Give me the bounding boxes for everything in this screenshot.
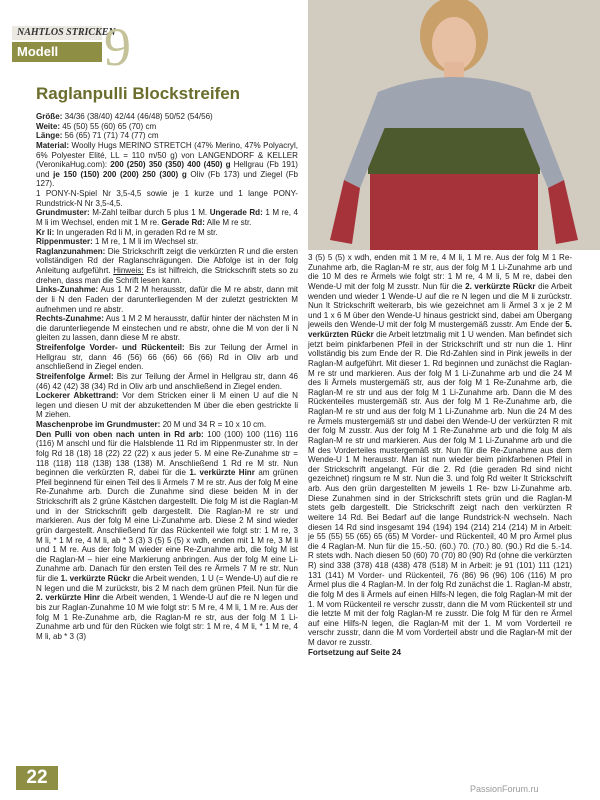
size-paragraph: Größe: 34/36 (38/40) 42/44 (46/48) 50/52 (54/56) — [36, 112, 213, 121]
kr-paragraph: Kr li: In ungeraden Rd li M, in geraden Rd re M str. — [36, 227, 218, 237]
material-paragraph: Material: Woolly Hugs MERINO STRETCH (47% Merino, 47% Polyacryl, 6% Polyester Elité, LL = 110 m/50 g) von LANGENDORF & KELLER (VeronikaHug.com): 200 (250) 350 (350) 400 (450) g Hellgrau (Fb 191) und je 150 (150) 200 (200) 250 (300) g Oliv (Fb 173) und Ziegel (Fb 127). — [36, 140, 298, 189]
page-number: 22 — [16, 766, 58, 790]
continuation-paragraph: 3 (5) 5 (5) x wdh, enden mit 1 M re, 4 M li, 1 M re. Aus der folg M 1 Re-Zunahme arb, die Raglan-M re str, aus der folg M 1 Li-Zunahme arb und die 10 M des re Ärmels wie folgt str: 1 M re, 4 M li, 5 M re, dabei den Wende-U mit der folg M zusstr. Nun für die 2. verkürzte Rückr die Arbeit wenden und wieder 1 Wende-U auf die re N legen und die M li zurückstr. Nun lt Strickschrift weiterarb, bis wie gezeichnet am li Ärmel 3 x je 2 M und 1 x 6 M über den Wende-U hinaus gestrickt sind, dabei am Übergang jeweils den Wende-U mit der folg M mustergemäß zusstr. Am Ende der 5. verkürzten Rückr die Arbeit letztmalig mit 1 U wenden. Man befindet sich jetzt beim pinkfarbenen Pfeil in der Strickschrift und str nun die 1. Hinr vollständig bis zum Ende der R. Die Rd-Zahlen sind in Pink jeweils in der Raglan-M aufgeführt. Mit dieser 1. Rd beginnen und zunächst die Raglan-M re str und markieren. Aus der folg M 1 Li-Zunahme arb und die 24 M des li Ärmels mustergemäß str, aus der folg M 1 Re-Zunahme arb, die Raglan-M re str und aus der folg M 1 Li-Zunahme arb. Dann die M des Rückenteiles mustergemäß str. Aus der folg M 1 Re-Zunahme arb, die Raglan-M re str und aus der folg M 1 Li-Zunahme arb. Nun die 24 M des re Ärmels mustergemäß str und dabei den Wende-U der verkürzten R mit der folg M zusstr. Aus der folg M 1 Re-Zunahme arb und die folg M als Raglan-M re str und markieren. Aus der folg M 1 Li-Zunahme arb und die M des Vorderteiles mustergemäß str. Nun für die Re-Zunahme aus dem Wende-U 1 M herausstr. Man ist nun wieder beim pinkfarbenen Pfeil in der Strickschrift angelangt. Für die 2. Rd (die geraden Rd sind nicht gezeichnet) ringsum re M str. Nun die 3. und folg Rd weiter lt Strickschrift arb. Aus den grün dargestellten M jeweils 1 Re- bzw Li-Zunahme arb. Diese Zunahmen sind in der Strickschrift stets grün und die Raglan-M stets gelb dargestellt. Die Strickschrift zeigt nach den verkürzten R weitere 14 Rd. Bei Bedarf auf die lange Rundstrick-N wechseln. Nach diesen 14 Rd sind insgesamt 194 (194) 194 (214) 214 (214) M in Arbeit: je 55 (55) 55 (65) 65 (65) M Vorder- und Rückenteil, 40 M pro Ärmel plus die 4 Raglan-M. Nun für die 15.-50. (60.) 70. (70.) 80. (90.) Rd die 5.-14. R stets wdh. Nach diesen 50 (60) 70 (70) 80 (90) Rd (ohne die verkürzten R) sind 338 (378) 418 (438) 478 (518) M in Arbeit: je 91 (101) 111 (121) 131 (141) M Vorder- und Rückenteil, 76 (86) 96 (96) 106 (116) M pro Ärmel plus die 4 Raglan-M. In der folg Rd zunächst die 1. Raglan-M abstr, die folg M des li Ärmels auf einen Hilfs-N legen, die folg Raglan-M mit der 1. M vom Rückenteil re verschr zusstr, dann die M vom Rückenteil str und die letzte M mit der folg Raglan-M re zusstr. Die folg M für den re Ärmel auf eine Hilfs-N legen, die Raglan-M mit der 1. M vom Vorderteil re verschr zusstr, dann die M vom Vorderteil abstr und die Raglan-M mit der M davor re zusstr. — [308, 253, 573, 647]
stripe-sleeve-paragraph: Streifenfolge Ärmel: Bis zur Teilung der Ärmel in Hellgrau str, dann 46 (46) 42 (42) 38 (34) Rd in Oliv arb und anschließend in Ziegel enden. — [36, 371, 298, 391]
continued-note: Fortsetzung auf Seite 24 — [308, 647, 402, 657]
basic-pattern-paragraph: Grundmuster: M-Zahl teilbar durch 5 plus 1 M. Ungerade Rd: 1 M re, 4 M li im Wechsel, enden mit 1 M re. Gerade Rd: Alle M re str. — [36, 208, 298, 227]
width-paragraph: Weite: 45 (50) 55 (60) 65 (70) cm — [36, 121, 157, 131]
rib-pattern-paragraph: Rippenmuster: 1 M re, 1 M li im Wechsel str. — [36, 237, 199, 247]
page-title: Raglanpulli Blockstreifen — [36, 84, 241, 103]
header-block — [12, 17, 136, 77]
stripe-body-paragraph: Streifenfolge Vorder- und Rückenteil: Bis zur Teilung der Ärmel in Hellgrau str, dann 46 (56) 66 (66) 66 (66) Rd in Oliv arb und anschließend in Ziegel enden. — [36, 343, 298, 372]
source-watermark: PassionForum.ru — [470, 784, 539, 794]
model-number: 9 — [104, 17, 131, 77]
needles-paragraph: 1 PONY-N-Spiel Nr 3,5-4,5 sowie je 1 kurze und 1 lange PONY-Rundstrick-N Nr 3,5-4,5. — [36, 189, 298, 208]
gauge-paragraph: Maschenprobe im Grundmuster: 20 M und 34 R = 10 x 10 cm. — [36, 420, 267, 429]
raglan-paragraph: Raglanzunahmen: Die Strickschrift zeigt die verkürzten R und die ersten vollständigen Rd der Raglanschrägungen. Die Abfolge ist in der folg Anleitung aufgeführt. Hinweis: Es ist hilfreich, die Strickschrift stets so zu drehen, dass man die Schrift lesen kann. — [36, 246, 299, 285]
sweater-photo-illustration — [308, 0, 600, 250]
length-paragraph: Länge: 56 (65) 71 (71) 74 (77) cm — [36, 131, 159, 141]
pulli-paragraph: Den Pulli von oben nach unten in Rd arb: 100 (100) 100 (116) 116 (116) M anschl und für die Halsblende 11 Rd im Rippenmuster str. In der folg Rd 18 (18) 18 (22) 22 (22) x aus jeder 5. M eine Re-Zunahme str = 118 (118) 118 (138) 138 (138) M. Anschließend 1 Rd re M str. Nun beginnen die verkürzten R, dabei für die 1. verkürzte Hinr am grünen Pfeil beginnend für einen Teil des li Ärmels 7 M re str. Aus der folg M eine Re-Zunahme arb. Durch die Zunahme sind diese beiden M in der Strickschrift als 2 grüne Kästchen dargestellt. Die folg M ist die Raglan-M und in der Strickschrift gelb dargestellt. Die Raglan-M re str und markieren. Aus der folg M eine Li-Zunahme arb. Diese 2 M sind wieder grün dargestellt. Anschließend für das Rückenteil wie folgt str: 1 M re, 3 M li, * 1 M re, 4 M li, ab * 3 (3) 3 (5) 5 (5) x wdh, enden mit 1 M re, 3 M li und 1 M re. Aus der folg M wieder eine Re-Zunahme arb, die folg M ist die Raglan-M – hier eine Markierung anbringen. Aus der folg M eine Li-Zunahme arb. Danach für den ersten Teil des re Ärmels 7 M re str. Nun für die 1. verkürzte Rückr die Arbeit wenden, 1 U (= Wende-U) auf die re N legen und die M zurückstr, bis 2 M nach dem grünen Pfeil. Nun für die 2. verkürzte Hinr die Arbeit wenden, 1 Wende-U auf die re N legen und bis zur Raglan-Zunahme 10 M wie folgt str: 5 M re, 4 M li, 1 M re. Aus der folg M 1 Re-Zunahme arb, die Raglan-M re str, aus der folg M 1 Li-Zunahme arb und für den Rücken wie folgt str: 1 M re, 4 M li, * 1 M re, 4 M li, ab * 3 (3) — [36, 429, 298, 641]
sweater-olive-stripe — [368, 128, 540, 174]
sweater-red-stripe — [370, 174, 538, 250]
instructions-left-column — [36, 112, 298, 641]
instructions-right-column — [308, 253, 572, 657]
product-photo — [308, 0, 600, 250]
right-increase-paragraph: Rechts-Zunahme: Aus 1 M 2 M herausstr, dafür hinter der nächsten M in die darunterliegende M einstechen und re abstr, ohne die M von der li N gleiten zu lassen, dann diese M re abstr. — [36, 314, 298, 343]
model-label: Modell — [12, 42, 102, 62]
series-label: NAHTLOS STRICKEN — [12, 26, 102, 40]
left-increase-paragraph: Links-Zunahme: Aus 1 M 2 M herausstr, dafür die M re abstr, dann mit der li N den Faden der darunterliegenden M der zuletzt gestrickten M aufnehmen und re abstr. — [36, 285, 299, 314]
bind-off-paragraph: Lockerer Abkettrand: Vor dem Stricken einer li M einen U auf die N legen und diesen U mit der abzukettenden M über die eben gestrickte li M ziehen. — [36, 391, 298, 420]
